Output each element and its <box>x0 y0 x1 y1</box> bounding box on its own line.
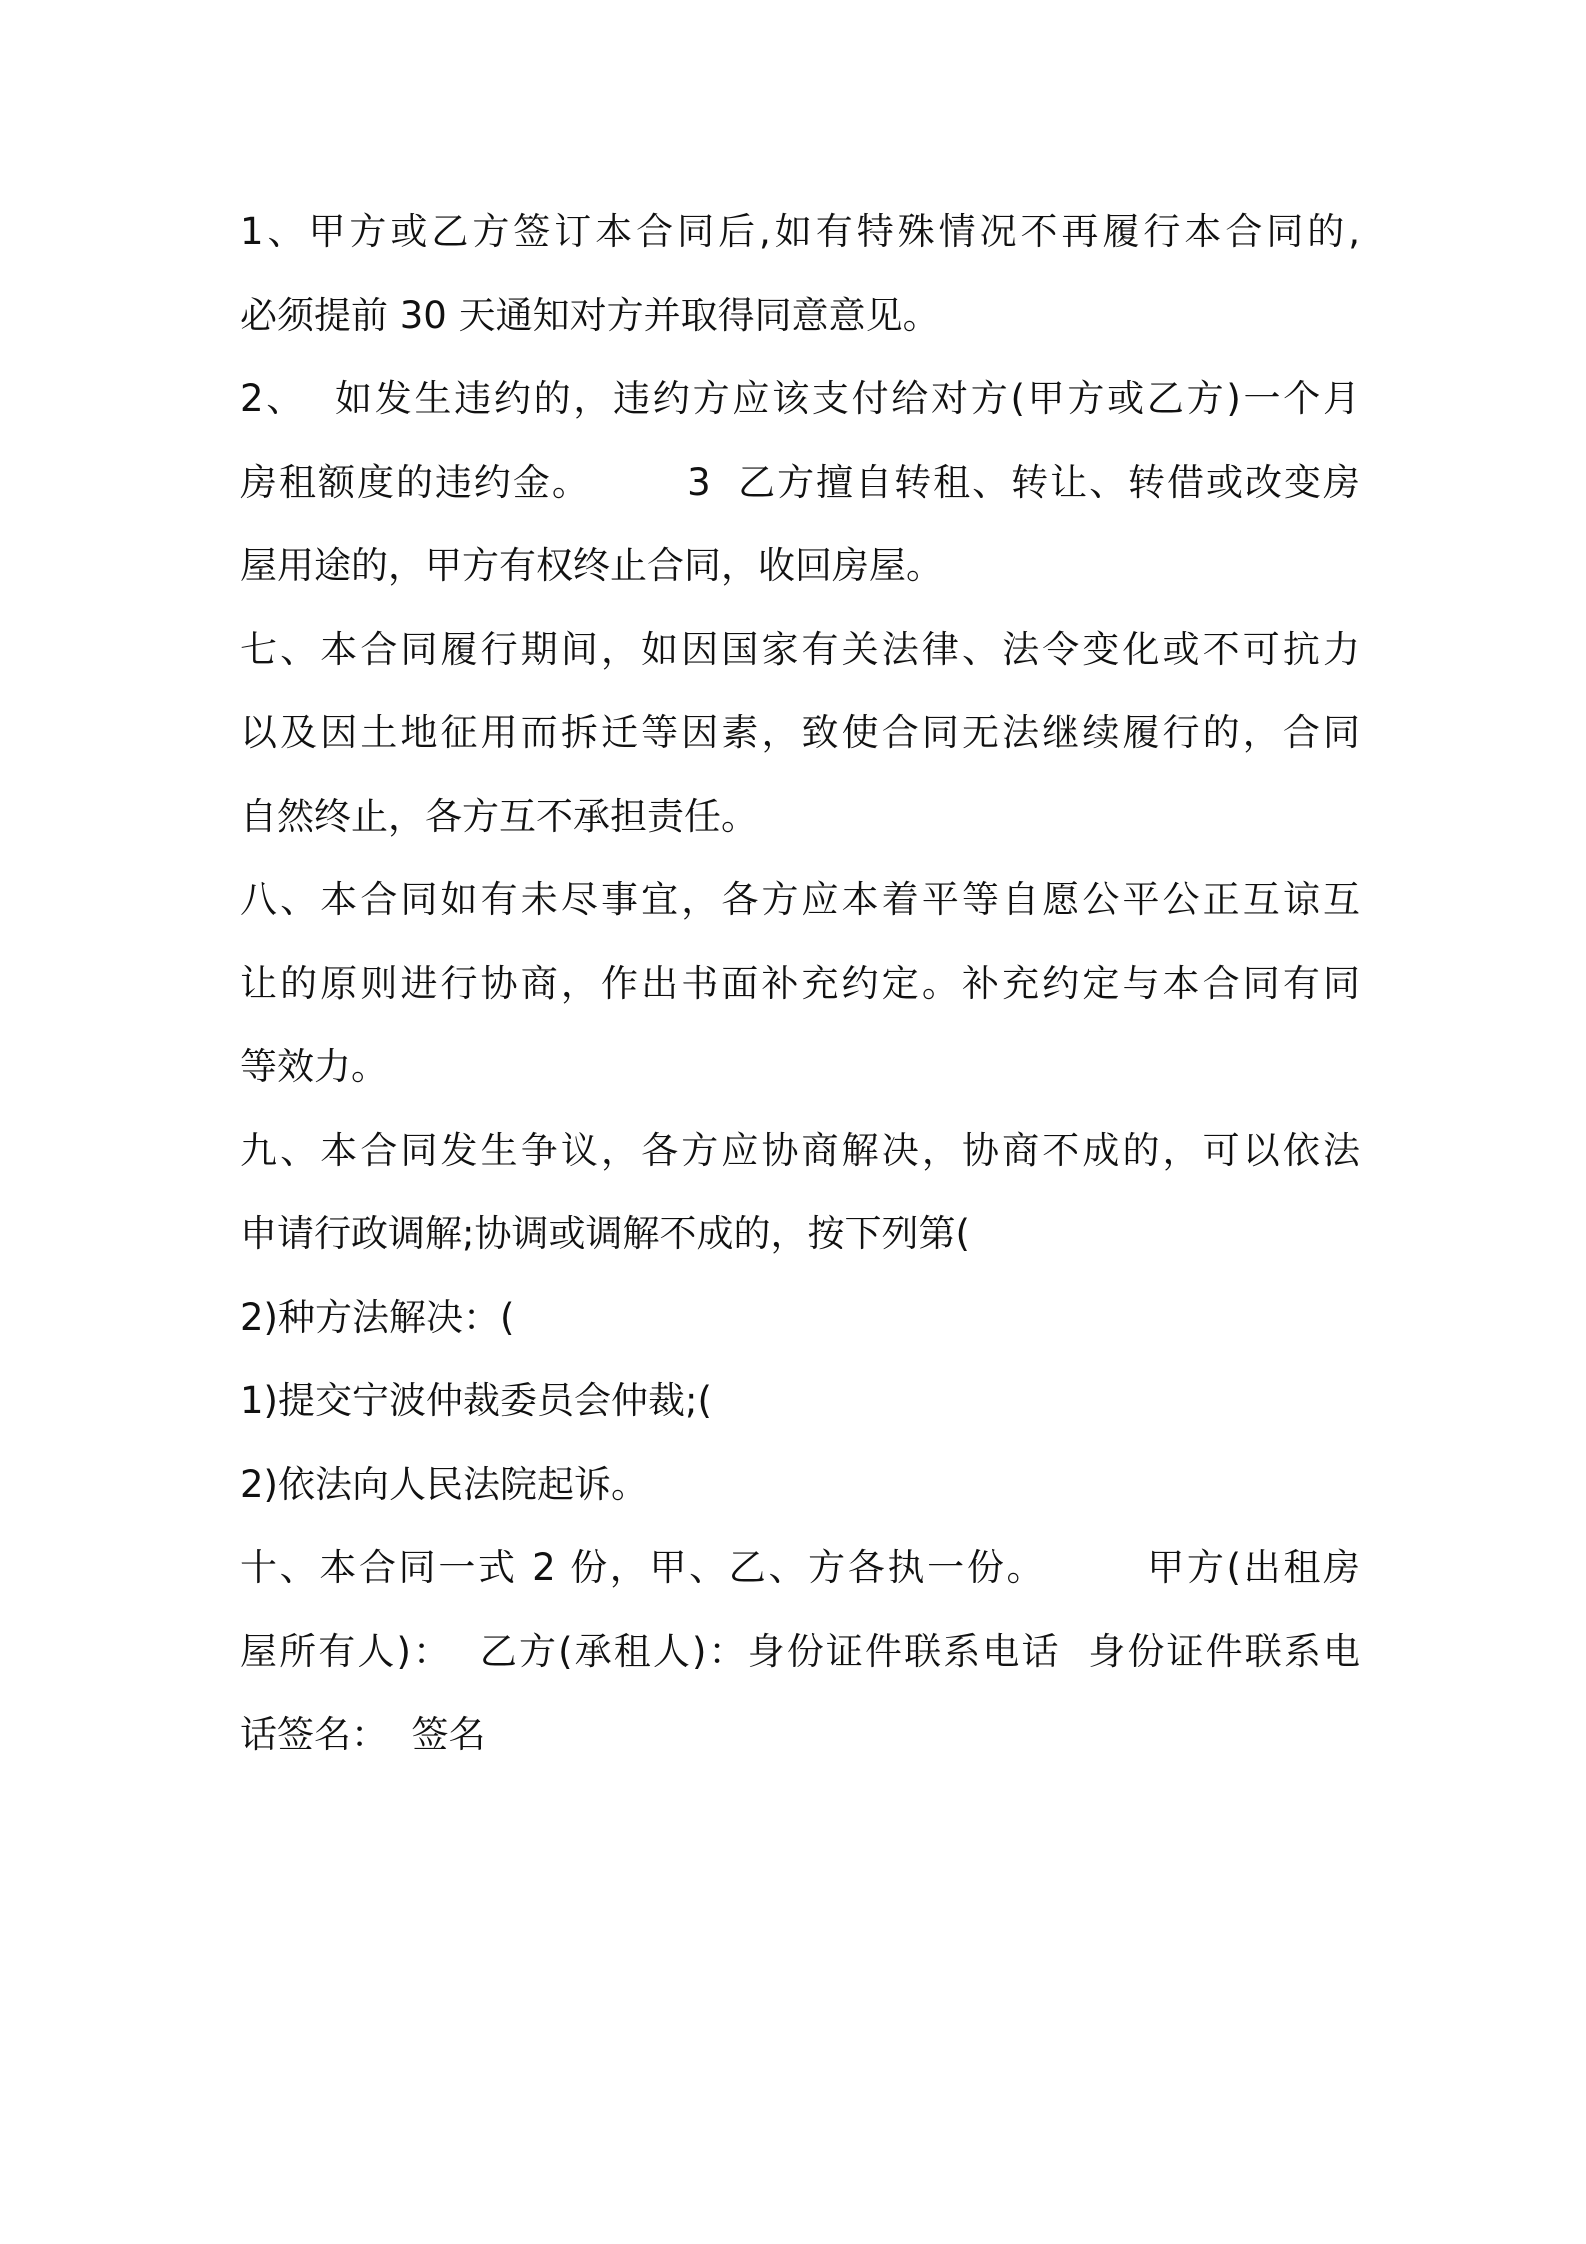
text-line: 2)种方法解决：( <box>240 1295 515 1339</box>
text-line: 自然终止，各方互不承担责任。 <box>240 794 758 838</box>
text-line: 八、本合同如有未尽事宜，各方应本着平等自愿公平公正互谅互 <box>240 878 1360 921</box>
text-line: 必须提前 30 天通知对方并取得同意意见。 <box>240 293 940 337</box>
text-line: 2、 如发生违约的，违约方应该支付给对方(甲方或乙方)一个月 <box>240 377 1360 420</box>
text-line: 2)依法向人民法院起诉。 <box>240 1462 648 1506</box>
text-line: 房租额度的违约金。 3 乙方擅自转租、转让、转借或改变房 <box>240 460 1360 504</box>
text-line: 话签名： 签名 <box>240 1713 486 1756</box>
text-line: 1)提交宁波仲裁委员会仲裁;( <box>240 1379 712 1422</box>
text-line: 以及因土地征用而拆迁等因素，致使合同无法继续履行的，合同 <box>240 711 1360 754</box>
text-line: 让的原则进行协商，作出书面补充约定。补充约定与本合同有同 <box>240 961 1360 1005</box>
text-line: 屋用途的，甲方有权终止合同，收回房屋。 <box>240 544 943 587</box>
text-line: 等效力。 <box>240 1045 388 1088</box>
text-line: 申请行政调解;协调或调解不成的，按下列第( <box>240 1212 970 1255</box>
text-line: 十、本合同一式 2 份，甲、乙、方各执一份。 甲方(出租房 <box>240 1546 1360 1589</box>
text-line: 九、本合同发生争议，各方应协商解决，协商不成的，可以依法 <box>240 1128 1360 1172</box>
text-line: 七、本合同履行期间，如因国家有关法律、法令变化或不可抗力 <box>240 627 1360 671</box>
text-line: 屋所有人)： 乙方(承租人)：身份证件联系电话 身份证件联系电 <box>240 1629 1360 1673</box>
contract-text <box>240 190 1360 1777</box>
text-line: 1、甲方或乙方签订本合同后,如有特殊情况不再履行本合同的, <box>240 210 1360 253</box>
